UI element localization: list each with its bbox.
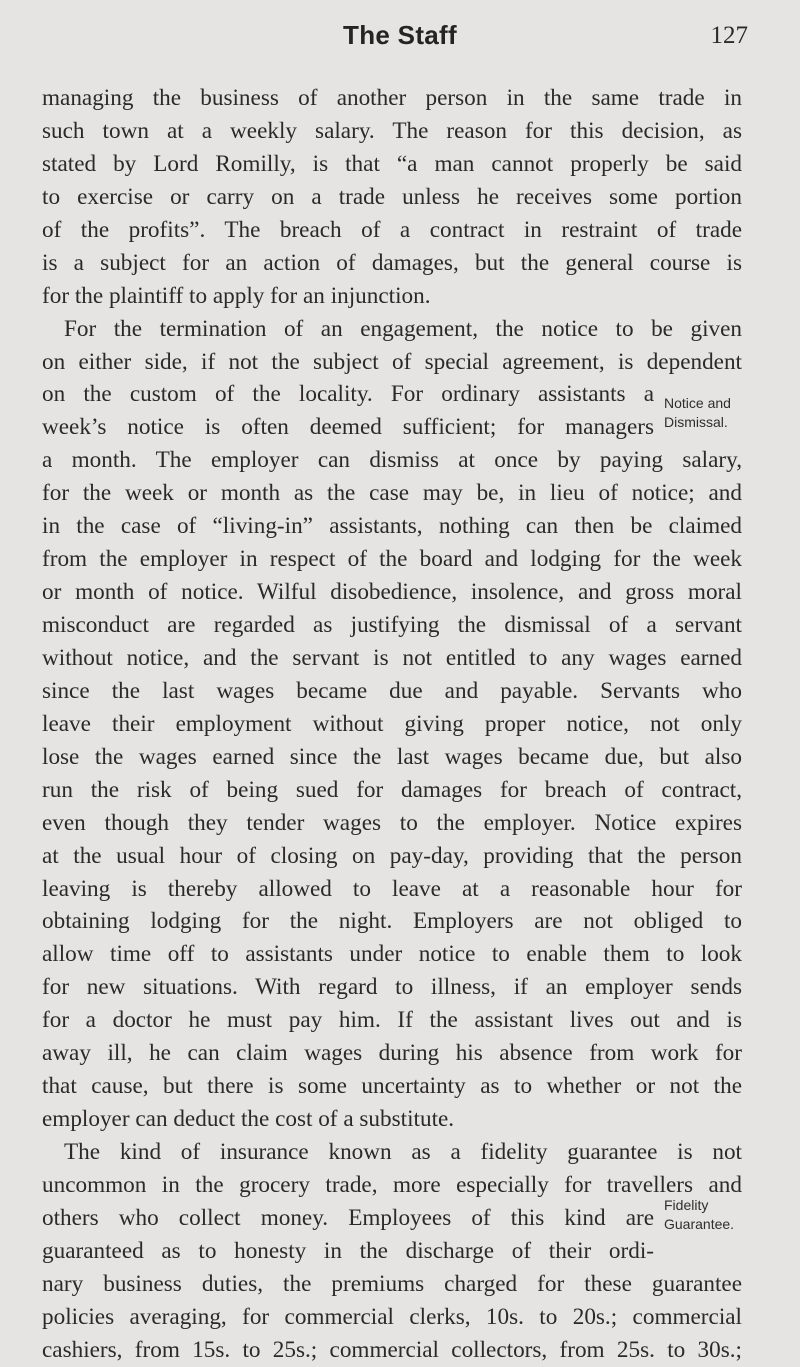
text-line: allow time off to assistants under notice to enable them to look <box>42 941 742 968</box>
text-line: at the usual hour of closing on pay-day, providing that the person <box>42 842 742 869</box>
text-line: nary business duties, the premiums charged for these guarantee <box>42 1270 742 1297</box>
margin-note-line: Fidelity <box>664 1197 709 1213</box>
text-line: lose the wages earned since the last wages became due, but also <box>42 743 742 770</box>
text-line: a month. The employer can dismiss at once by paying salary, <box>42 447 742 474</box>
text-line: employer can deduct the cost of a substitute. <box>42 1106 455 1133</box>
text-line: from the employer in respect of the board and lodging for the week <box>42 546 742 573</box>
text-line: on the custom of the locality. For ordinary assistants a <box>42 381 654 408</box>
text-line: managing the business of another person in the same trade in <box>42 85 742 111</box>
text-line: to exercise or carry on a trade unless he receives some portion <box>42 183 742 210</box>
text-line: guaranteed as to honesty in the discharge of their ordi- <box>42 1237 654 1264</box>
text-line: for the plaintiff to apply for an injunction. <box>42 282 431 309</box>
margin-note-fidelity-guarantee <box>664 1196 734 1234</box>
text-line: cashiers, from 15s. to 25s.; commercial collectors, from 25s. to 30s.; <box>42 1336 742 1363</box>
page-number: 127 <box>710 22 748 49</box>
text-line: such town at a weekly salary. The reason for this decision, as <box>42 117 742 144</box>
text-line: stated by Lord Romilly, is that “a man cannot properly be said <box>42 150 742 177</box>
text-line: policies averaging, for commercial clerks, 10s. to 20s.; commercial <box>42 1303 742 1330</box>
text-line: even though they tender wages to the employer. Notice expires <box>42 809 742 836</box>
text-line: for a doctor he must pay him. If the assistant lives out and is <box>42 1007 742 1034</box>
text-line: of the profits”. The breach of a contract in restraint of trade <box>42 216 742 243</box>
text-line: others who collect money. Employees of this kind are <box>42 1204 654 1231</box>
text-line: since the last wages became due and payable. Servants who <box>42 677 742 704</box>
body-text <box>42 82 742 1367</box>
text-line: is a subject for an action of damages, but the general course is <box>42 249 742 276</box>
text-line: leaving is thereby allowed to leave at a reasonable hour for <box>42 875 742 902</box>
text-line: The kind of insurance known as a fidelity guarantee is not <box>64 1139 742 1165</box>
text-line: on either side, if not the subject of special agreement, is dependent <box>42 348 742 375</box>
text-line: without notice, and the servant is not entitled to any wages earned <box>42 644 742 671</box>
text-line: For the termination of an engagement, the notice to be given <box>64 315 742 342</box>
margin-note-line: Guarantee. <box>664 1216 735 1232</box>
text-line: run the risk of being sued for damages for breach of contract, <box>42 776 742 803</box>
text-line: leave their employment without giving proper notice, not only <box>42 710 742 737</box>
text-line: away ill, he can claim wages during his absence from work for <box>42 1040 742 1067</box>
margin-note-line: Notice and <box>664 395 731 411</box>
text-line: that cause, but there is some uncertainty as to whether or not the <box>42 1073 742 1100</box>
running-head: The Staff <box>343 20 457 50</box>
text-line: obtaining lodging for the night. Employers are not obliged to <box>42 908 742 935</box>
text-line: for new situations. With regard to illness, if an employer sends <box>42 974 742 1001</box>
text-line: misconduct are regarded as justifying the dismissal of a servant <box>42 612 742 638</box>
page-header <box>0 14 800 54</box>
text-line: week’s notice is often deemed sufficient; for managers <box>42 414 654 441</box>
margin-note-notice-and-dismissal <box>664 394 731 432</box>
margin-note-line: Dismissal. <box>664 414 728 430</box>
text-line: for the week or month as the case may be, in lieu of notice; and <box>42 480 742 507</box>
text-line: or month of notice. Wilful disobedience, insolence, and gross moral <box>42 579 742 606</box>
text-line: in the case of “living-in” assistants, nothing can then be claimed <box>42 513 742 540</box>
text-line: uncommon in the grocery trade, more especially for travellers and <box>42 1171 742 1198</box>
